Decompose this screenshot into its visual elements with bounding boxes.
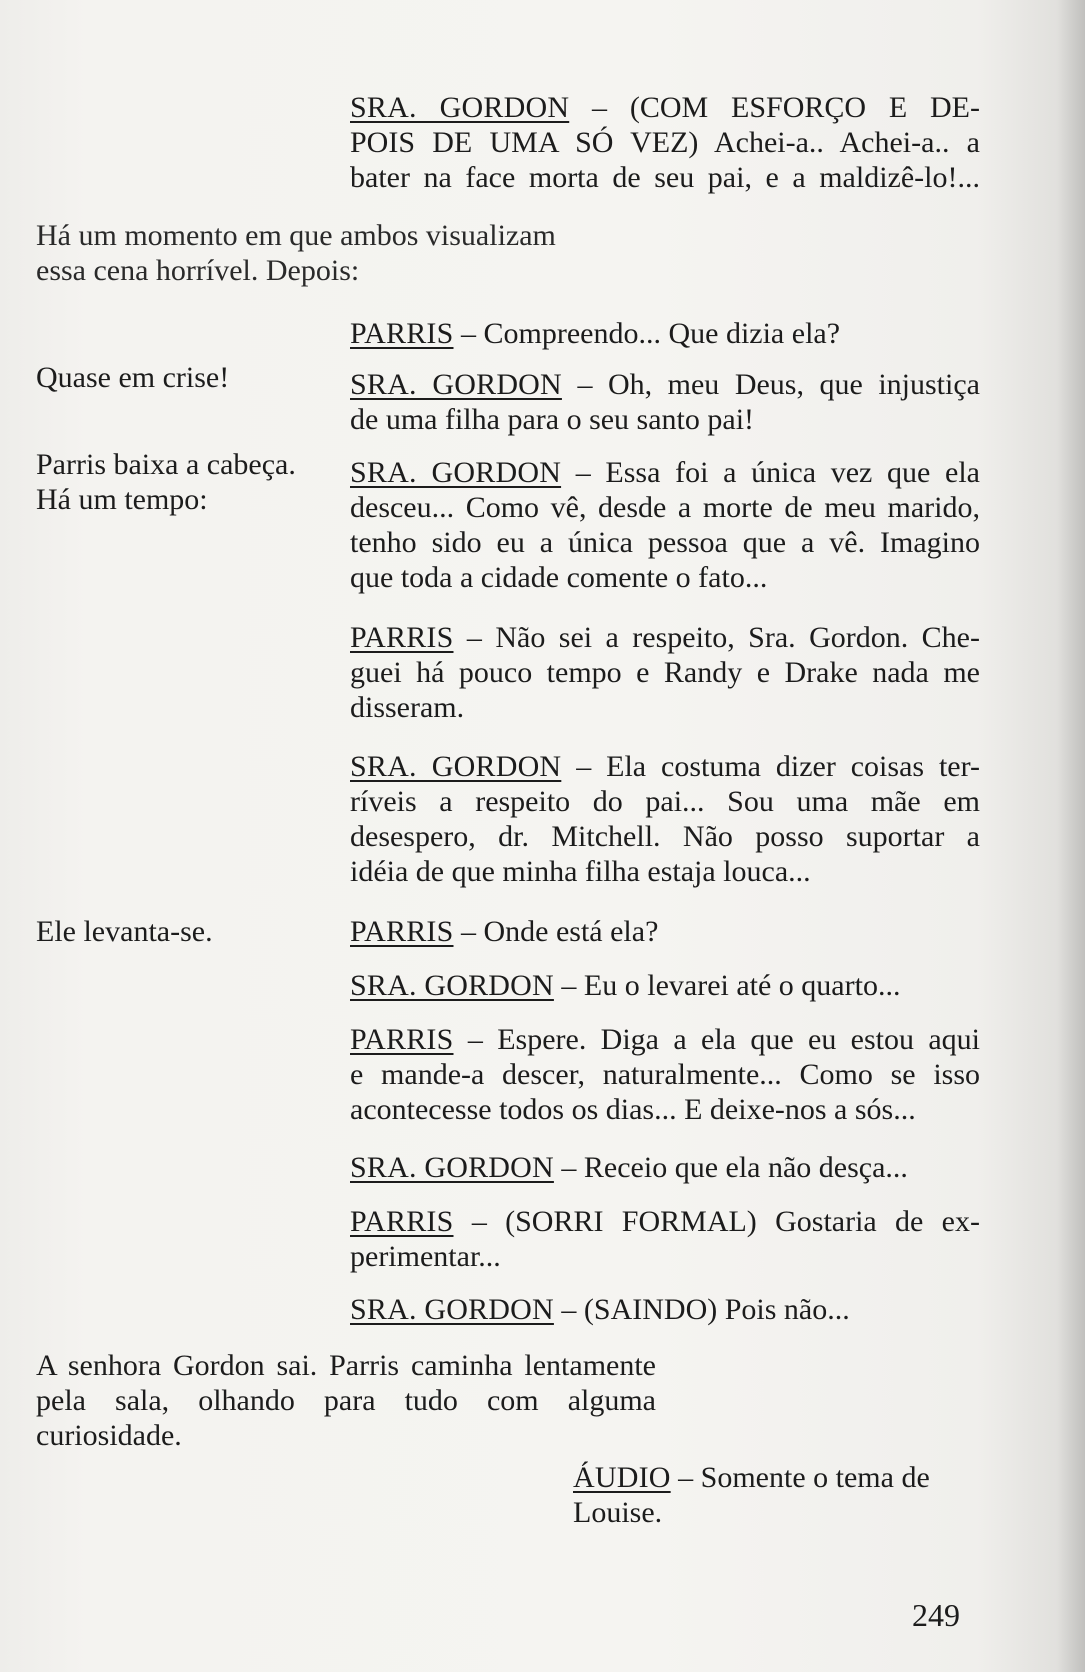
speaker-name: PARRIS: [350, 1023, 454, 1056]
dialogue-text: – Não sei a respeito, Sra. Gordon. Che-: [453, 621, 980, 654]
dialogue-block: [350, 1022, 980, 1127]
direction-line: Ele levanta-se.: [36, 915, 213, 948]
dialogue-block: [350, 367, 980, 437]
speaker-name: PARRIS: [350, 317, 454, 350]
dialogue-line: desceu... Como vê, desde a morte de meu marido,: [350, 491, 980, 524]
dialogue-line: [350, 914, 980, 949]
direction-line: A senhora Gordon sai. Parris caminha lentamente: [36, 1349, 656, 1382]
dialogue-text: – Eu o levarei até o quarto...: [553, 969, 901, 1002]
dialogue-block: [350, 455, 980, 595]
dialogue-block: [350, 90, 980, 195]
audio-text: – Somente o tema de: [670, 1461, 930, 1494]
direction-line: Parris baixa a cabeça.: [36, 448, 296, 481]
audio-line: Louise.: [573, 1496, 663, 1529]
speaker-name: PARRIS: [350, 1205, 454, 1238]
direction-line: Há um momento em que ambos visualizam: [36, 219, 556, 252]
dialogue-line: guei há pouco tempo e Randy e Drake nada me: [350, 656, 980, 689]
dialogue-text: – Receio que ela não desça...: [553, 1151, 908, 1184]
dialogue-block: [350, 968, 980, 1003]
stage-direction: [36, 218, 556, 288]
direction-line: curiosidade.: [36, 1419, 182, 1452]
direction-line: essa cena horrível. Depois:: [36, 254, 360, 287]
stage-direction: [36, 360, 229, 395]
dialogue-line: [350, 620, 980, 655]
page-number: 249: [912, 1597, 960, 1633]
speaker-name: SRA. GORDON: [350, 1151, 554, 1184]
dialogue-line: ríveis a respeito do pai... Sou uma mãe em: [350, 785, 980, 818]
dialogue-line: disseram.: [350, 691, 465, 724]
stage-direction: [36, 447, 296, 517]
dialogue-text: – (SAINDO) Pois não...: [553, 1293, 850, 1326]
dialogue-line: [350, 367, 980, 402]
dialogue-line: tenho sido eu a única pessoa que a vê. Imagino: [350, 526, 980, 559]
dialogue-block: [350, 1150, 980, 1185]
speaker-name: SRA. GORDON: [350, 1293, 554, 1326]
dialogue-text: – (COM ESFORÇO E DE-: [569, 91, 980, 124]
dialogue-line: perimentar...: [350, 1240, 501, 1273]
dialogue-line: que toda a cidade comente o fato...: [350, 561, 768, 594]
dialogue-block: [350, 1204, 980, 1274]
dialogue-text: – Essa foi a única vez que ela: [561, 456, 980, 489]
dialogue-line: [350, 1150, 980, 1185]
speaker-name: SRA. GORDON: [350, 91, 570, 124]
direction-line: Há um tempo:: [36, 483, 208, 516]
dialogue-line: [350, 968, 980, 1003]
speaker-name: SRA. GORDON: [350, 750, 562, 783]
dialogue-block: [350, 1292, 980, 1327]
dialogue-line: de uma filha para o seu santo pai!: [350, 403, 755, 436]
page-edge-shadow: [1057, 0, 1085, 1672]
dialogue-line: bater na face morta de seu pai, e a maldizê-lo!...: [350, 161, 980, 194]
speaker-name: PARRIS: [350, 915, 454, 948]
speaker-name: SRA. GORDON: [350, 969, 554, 1002]
dialogue-block: [350, 620, 980, 725]
dialogue-block: [350, 749, 980, 889]
dialogue-line: [350, 90, 980, 125]
dialogue-block: [350, 914, 980, 949]
dialogue-line: [350, 749, 980, 784]
dialogue-text: – (SORRI FORMAL) Gostaria de ex-: [453, 1205, 980, 1238]
dialogue-line: [350, 316, 980, 351]
dialogue-text: – Oh, meu Deus, que injustiça: [561, 368, 980, 401]
direction-line: Quase em crise!: [36, 361, 230, 394]
stage-direction: [36, 914, 213, 949]
dialogue-text: – Ela costuma dizer coisas ter-: [561, 750, 980, 783]
dialogue-line: desespero, dr. Mitchell. Não posso suportar a: [350, 820, 980, 853]
audio-line: [573, 1460, 963, 1495]
speaker-name: PARRIS: [350, 621, 454, 654]
dialogue-text: – Espere. Diga a ela que eu estou aqui: [453, 1023, 980, 1056]
dialogue-line: e mande-a descer, naturalmente... Como se isso: [350, 1058, 980, 1091]
speaker-name: SRA. GORDON: [350, 456, 562, 489]
direction-line: pela sala, olhando para tudo com alguma: [36, 1384, 656, 1417]
dialogue-line: acontecesse todos os dias... E deixe-nos a sós...: [350, 1093, 916, 1126]
audio-cue: [573, 1460, 963, 1530]
dialogue-text: – Compreendo... Que dizia ela?: [453, 317, 841, 350]
dialogue-line: [350, 1292, 980, 1327]
dialogue-block: [350, 316, 980, 351]
dialogue-text: – Onde está ela?: [453, 915, 659, 948]
dialogue-line: [350, 455, 980, 490]
dialogue-line: POIS DE UMA SÓ VEZ) Achei-a.. Achei-a.. a: [350, 126, 980, 159]
stage-direction: [36, 1348, 656, 1453]
dialogue-line: [350, 1204, 980, 1239]
dialogue-line: [350, 1022, 980, 1057]
speaker-name: SRA. GORDON: [350, 368, 562, 401]
dialogue-line: idéia de que minha filha estaja louca...: [350, 855, 811, 888]
audio-label: ÁUDIO: [573, 1461, 671, 1494]
